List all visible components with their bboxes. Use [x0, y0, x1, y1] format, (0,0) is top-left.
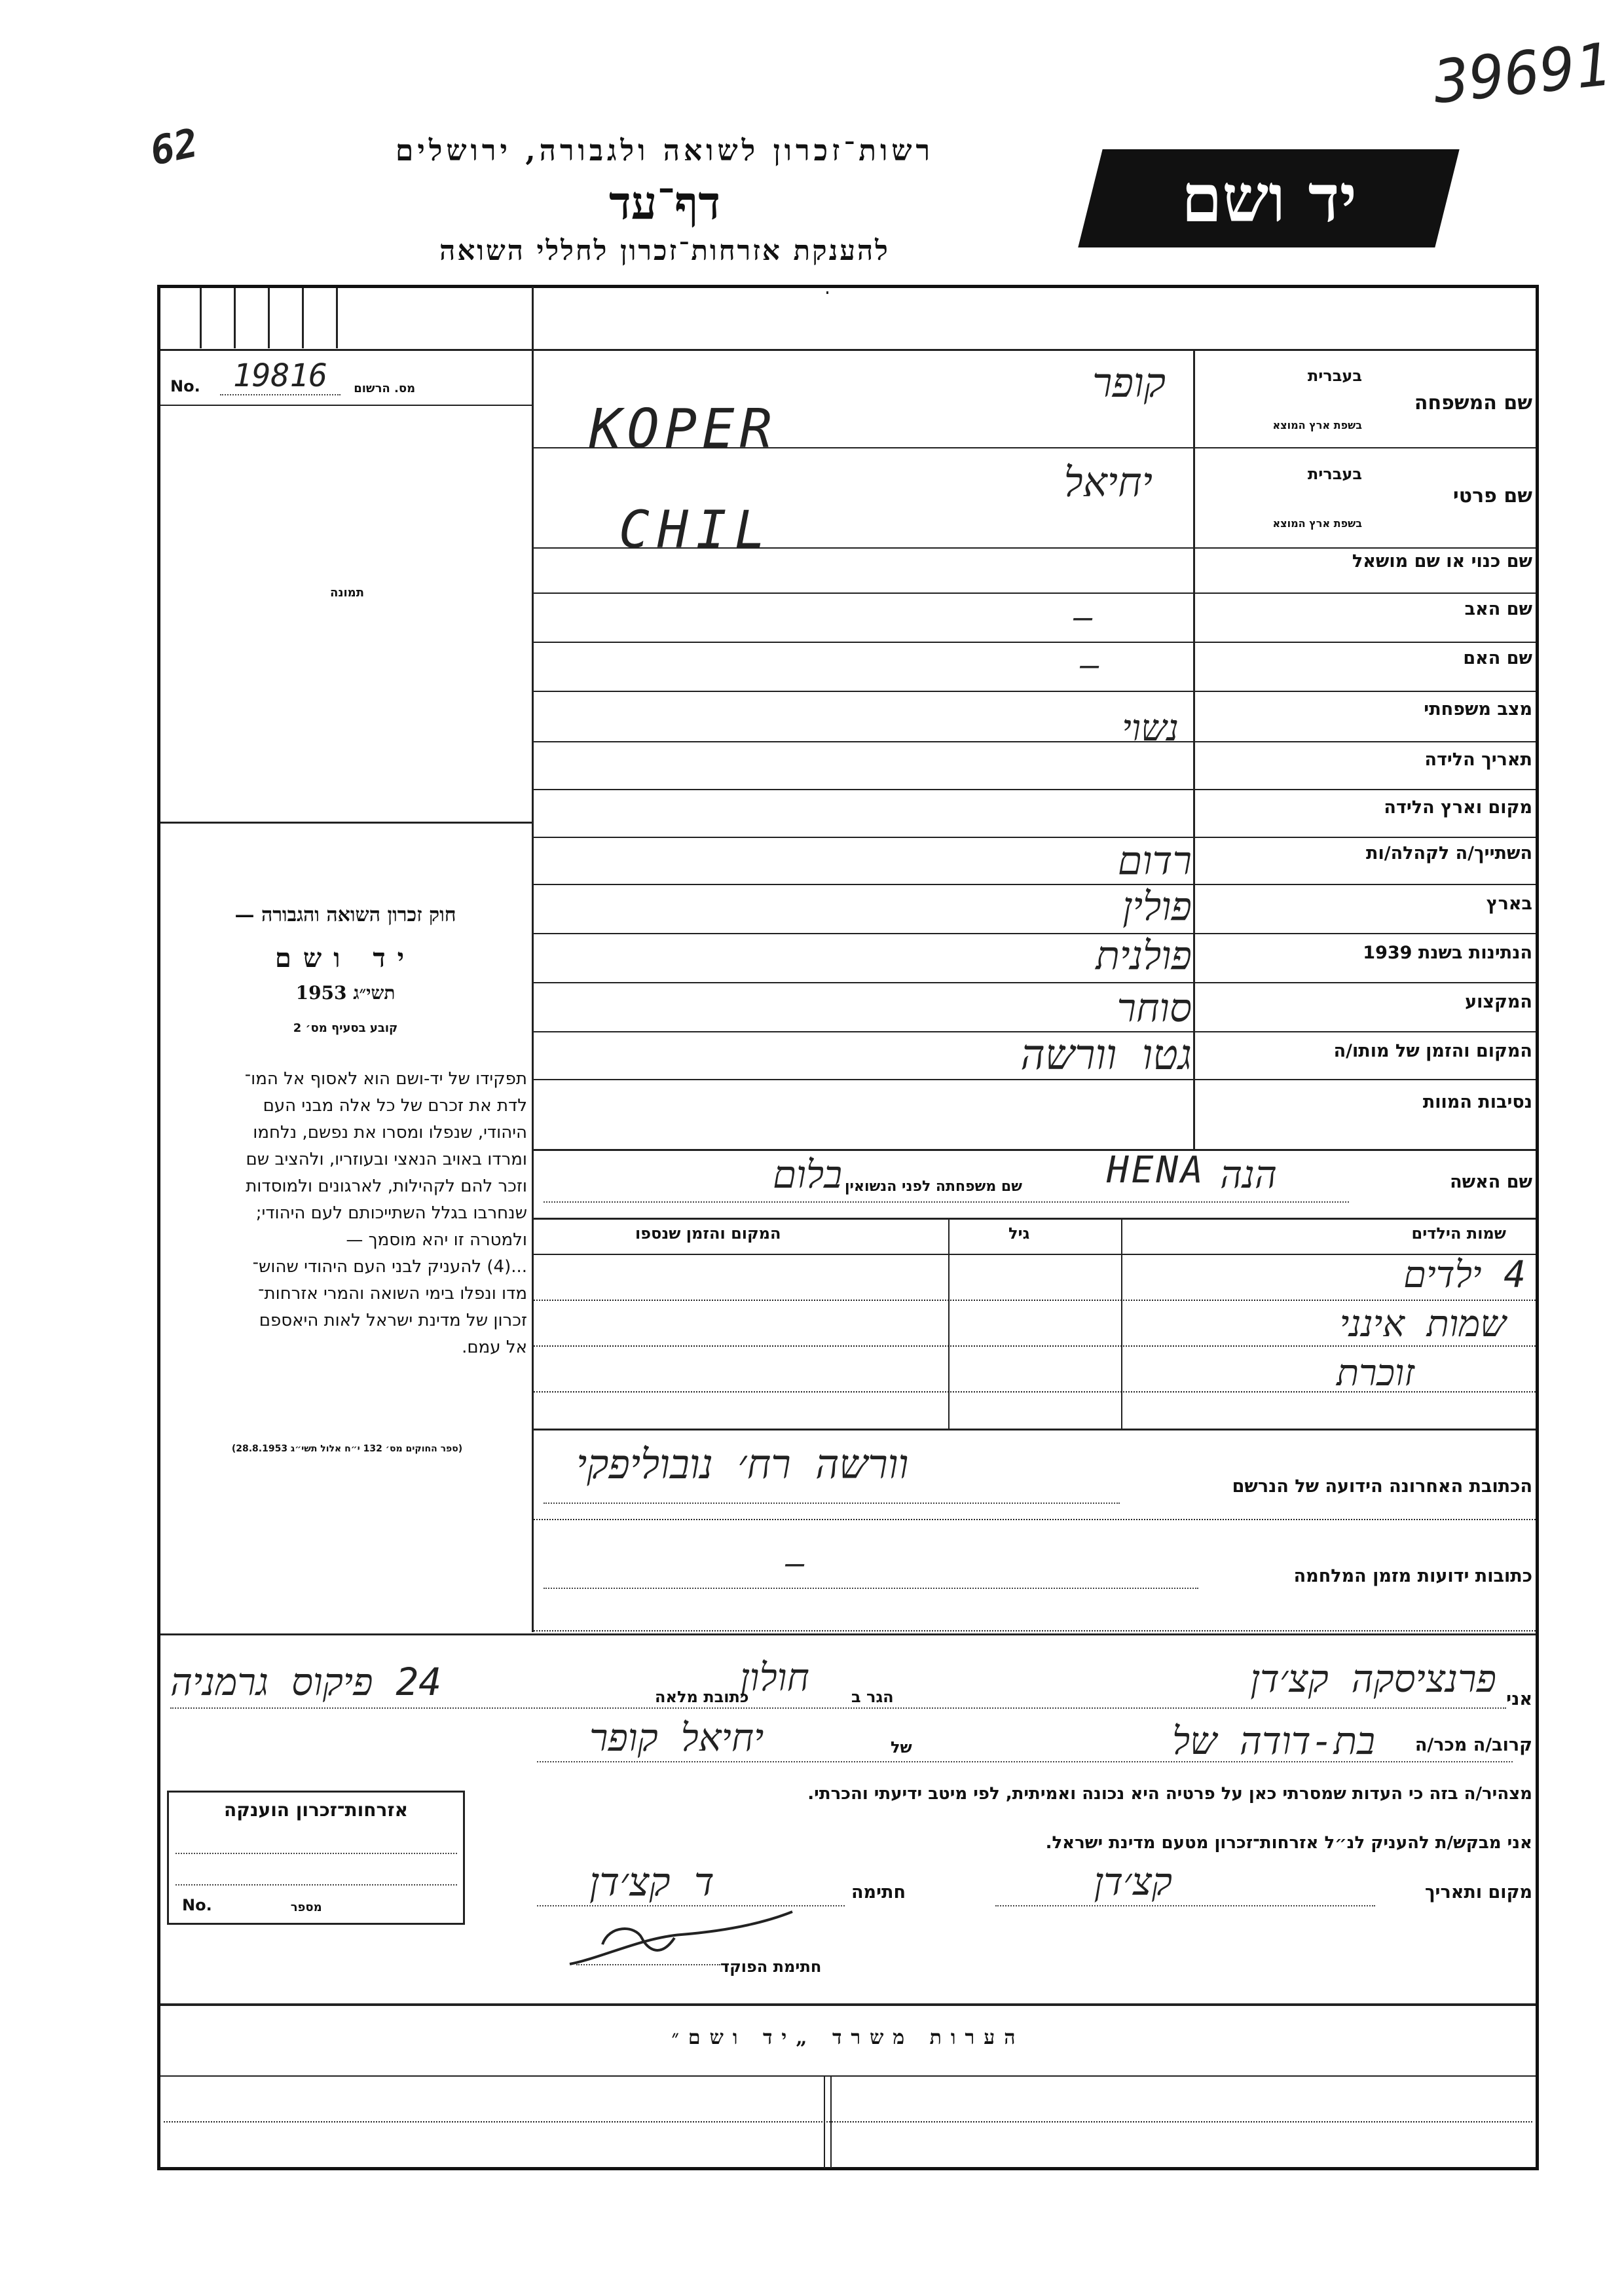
officer-signature-label: חתימת הפוקד [720, 1958, 822, 1976]
reg-label: מס. הרשום [354, 382, 416, 395]
children-line-2: שמות אינני [1339, 1303, 1506, 1345]
law-body-line: לדת את זכרם של כל אלה מבני העם [263, 1096, 527, 1116]
remarks-title: הערות משרד „יד ושם״ [671, 2026, 1025, 2049]
children-age-header: גיל [1008, 1224, 1030, 1243]
decl-of-label: של [891, 1738, 912, 1757]
law-body-line: מדו ונפלו בימי השואה והמרי אזרחות־ [258, 1284, 527, 1303]
decl-relative-name: יחיאל קופר [589, 1715, 764, 1760]
mother-value: — [1080, 647, 1099, 683]
birth-place-label: מקום וארץ הלידה [1384, 797, 1532, 818]
wife-label: שם האשה [1450, 1172, 1532, 1192]
wife-value: הנה [1220, 1152, 1277, 1197]
wife-maiden-label: שם משפחתה לפני הנשואין [845, 1178, 1022, 1195]
firstname-hebrew-value: יחיאל [1063, 458, 1153, 506]
children-place-header: המקום והזמן שנספו [635, 1224, 781, 1243]
decl-place-date-value: קצ׳דן [1094, 1859, 1172, 1904]
children-line-1: 4 ילדים [1403, 1254, 1526, 1296]
country-value: פולין [1122, 884, 1192, 930]
family-status-value: נשוי [1122, 707, 1179, 750]
photo-label: תמונה [329, 586, 365, 600]
citizenship-label: הנתינות בשנת 1939 [1363, 943, 1532, 963]
top-code-boxes [160, 288, 532, 348]
reg-no-label: No. [170, 377, 200, 395]
war-address-label: כתובות ידועות מזמן המלחמה [1293, 1566, 1532, 1586]
registration-row [170, 357, 527, 395]
citizenship-no-label: No. [182, 1896, 212, 1914]
decl-signature-value: ד קצ׳דן [589, 1859, 714, 1905]
citizenship-granted-title: אזרחות־זכרון הוענקה [224, 1799, 408, 1821]
nickname-label: שם כנוי או שם מושאל [1352, 551, 1532, 572]
corner-mark: 62 [146, 120, 202, 175]
children-line-3: זוכרת [1337, 1352, 1414, 1394]
surname-local-label: בשפת ארץ המוצא [1272, 419, 1362, 431]
surname-label: שם המשפחה [1414, 392, 1532, 414]
form-subtitle: להענקת אזרחות־זכרון לחללי השואה [439, 234, 890, 266]
birth-date-label: תאריך הלידה [1424, 750, 1532, 770]
family-status-label: מצב משפחתי [1424, 699, 1532, 720]
firstname-label: שם פרטי [1452, 484, 1532, 507]
last-address-value: וורשה רח׳ נובוליפקי [576, 1440, 909, 1488]
citizenship-value: פולנית [1096, 933, 1192, 979]
law-body-line: ולמטרה זו יהא מוסמך — [346, 1230, 527, 1250]
surname-hebrew-value: קופר [1092, 359, 1166, 407]
decl-full-address: 24 פיקוס גרמניה [170, 1660, 442, 1704]
law-name: יד ושם [274, 943, 416, 974]
firstname-hebrew-label: בעברית [1307, 465, 1362, 483]
law-body-line: ...(4) להעניק לבני העם היהודי שהוש־ [252, 1257, 527, 1277]
father-label: שם האב [1464, 599, 1532, 619]
community-value: רדום [1117, 838, 1192, 884]
law-source: (ספר החוקים מס׳ 132 י״ח אלול תשי״ג 28.8.1953) [231, 1444, 463, 1454]
war-address-value: — [786, 1545, 805, 1582]
decl-relation: בת-דודה של [1172, 1719, 1375, 1763]
law-body-line: ומרדו באויב הנאצי ובעוזריו, ולהציב שם [246, 1150, 527, 1169]
decl-lives-label: הגר ב [851, 1688, 894, 1706]
citizenship-granted-box [167, 1791, 465, 1925]
firstname-local-value: CHIL [619, 501, 773, 560]
wife-latin: HENA [1107, 1149, 1206, 1192]
law-title: חוק זכרון השואה והגבורה — [234, 903, 456, 926]
profession-value: סוחר [1116, 985, 1192, 1031]
archive-stamp-number: 39691 [1430, 30, 1614, 117]
decl-signature-label: חתימה [851, 1882, 906, 1903]
law-clause: קובע בסעיף מס׳ 2 [293, 1021, 398, 1035]
last-address-label: הכתובת האחרונה הידועה של הנרשם [1232, 1476, 1532, 1497]
yad-vashem-logo [1078, 149, 1459, 247]
law-body-line: זכרון של מדינת ישראל לאות היאספם [259, 1311, 527, 1330]
law-body-line: שנחרבו בגלל השתייכותם לעם היהודי; [255, 1203, 527, 1223]
decl-request: אני מבקש/ת להעניק לנ״ל אזרחות־זכרון מטעם מדינת ישראל. [1045, 1833, 1532, 1853]
decl-lives-value: חולון [740, 1655, 809, 1700]
law-body [167, 1066, 527, 1361]
law-body-line: אל עמם. [462, 1338, 527, 1357]
father-value: — [1074, 599, 1093, 636]
community-label: השתייך/ה לקהלה/ות [1366, 843, 1532, 864]
decl-full-address-label: כתובת מלאה [655, 1688, 749, 1706]
children-names-header: שמות הילדים [1411, 1224, 1506, 1243]
citizenship-number-label: מספר [290, 1901, 322, 1914]
decl-i-label: אני [1506, 1689, 1532, 1709]
wife-maiden-value: בלום [773, 1152, 843, 1197]
form-title: דף־עד [608, 175, 720, 230]
death-circ-label: נסיבות המוות [1422, 1092, 1532, 1112]
mother-label: שם האם [1463, 648, 1532, 668]
decl-place-date-label: מקום ותאריך [1424, 1882, 1532, 1903]
law-body-line: תפקידו של יד-ושם הוא לאסוף אל המו־ [244, 1069, 527, 1089]
profession-label: המקצוע [1465, 992, 1532, 1012]
surname-local-value: KOPER [589, 398, 777, 460]
law-body-line: היהודי, שנפלו ומסרו את נפשם, נלחמו [253, 1123, 527, 1142]
death-label: המקום והזמן של מותו/ה [1333, 1041, 1532, 1061]
reg-number: 19816 [220, 357, 341, 395]
law-body-line: וזכר להם לקהילות, לארגונים ולמוסדות [246, 1176, 527, 1196]
country-label: בארץ [1486, 894, 1532, 914]
decl-relative-label: קרוב/ה מכר/ה [1414, 1735, 1532, 1755]
law-year: תשי״ג 1953 [295, 982, 396, 1004]
decl-statement: מצהיר/ה בזה כי העדות שמסרתי כאן על פרטיה היא נכונה ואמיתית, לפי מיטב ידיעתי והכרתי. [807, 1784, 1532, 1804]
decl-declarant: פרנציסקה קצ׳דן [1250, 1656, 1496, 1701]
authority-name: רשות־זכרון לשואה ולגבורה, ירושלים [395, 134, 934, 168]
logo-text: יד ושם [1181, 160, 1357, 237]
surname-hebrew-label: בעברית [1307, 367, 1362, 385]
firstname-local-label: בשפת ארץ המוצא [1272, 517, 1362, 530]
death-value: גטו וורשה [1020, 1031, 1192, 1080]
